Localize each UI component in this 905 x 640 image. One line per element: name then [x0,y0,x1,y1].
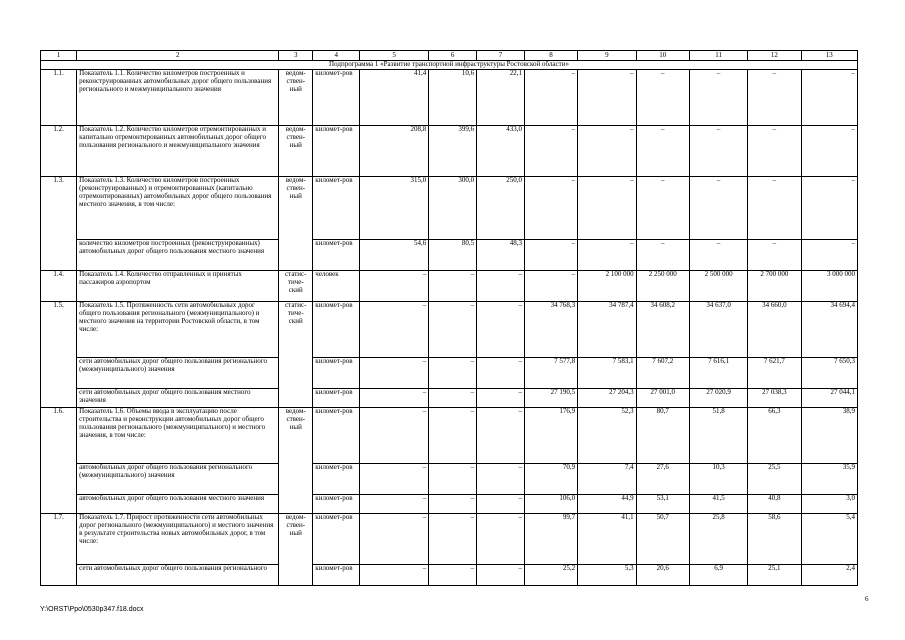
value-cell: 7 650,3 [801,358,857,389]
value-cell: – [578,240,637,271]
value-cell: 5,3 [578,565,637,586]
value-cell: 27,6 [636,464,689,495]
value-cell: – [477,495,525,514]
value-cell: 25,2 [524,565,577,586]
unit-cell: километ-ров [313,464,360,495]
row-number: 1.3. [41,177,77,271]
value-cell: 7 577,8 [524,358,577,389]
value-cell: – [429,271,477,302]
value-cell: 27 001,0 [636,389,689,408]
column-number-row [41,51,858,61]
value-cell: 433,0 [477,126,525,177]
value-cell: 7,4 [578,464,637,495]
value-cell: 27 190,5 [524,389,577,408]
table-row [41,358,858,389]
value-cell: – [636,70,689,126]
value-cell: 315,0 [360,177,429,240]
value-cell: 208,8 [360,126,429,177]
value-cell: 25,1 [748,565,801,586]
value-cell: 41,5 [689,495,748,514]
value-cell: 2 500 000 [689,271,748,302]
value-cell: – [689,240,748,271]
value-cell: – [477,464,525,495]
page-number: 6 [865,595,869,603]
table-row [41,464,858,495]
value-cell: – [429,408,477,464]
value-cell: – [360,514,429,565]
value-cell: 7 607,2 [636,358,689,389]
value-cell: – [477,302,525,358]
indicator-name: Показатель 1.2. Количество километров отремонтированных и капитально отремонтированных автомобильных дорог общего пользования регионального и межмуниципального значения [77,126,279,177]
unit-cell: километ-ров [313,126,360,177]
value-cell: – [477,389,525,408]
row-number: 1.6. [41,408,77,514]
indicator-name: автомобильных дорог общего пользования регионального (межмуниципального) значения [77,464,279,495]
value-cell: 7 616,1 [689,358,748,389]
value-cell: 27 038,3 [748,389,801,408]
row-number: 1.1. [41,70,77,126]
column-number: 5 [360,51,429,61]
row-number: 1.5. [41,302,77,408]
value-cell: – [477,271,525,302]
value-cell: – [429,514,477,565]
value-cell: 300,0 [429,177,477,240]
value-cell: 25,8 [689,514,748,565]
value-cell: 27 044,1 [801,389,857,408]
unit-cell: километ-ров [313,240,360,271]
value-cell: 176,9 [524,408,577,464]
value-cell: – [360,271,429,302]
value-cell: 2 100 000 [578,271,637,302]
subprogram-row [41,61,858,70]
value-cell: – [801,126,857,177]
indicator-name: Показатель 1.5. Протяженность сети автомобильных дорог общего пользования регионального (межмуниципального) и местного значения на территории Ростовской области, в том числе: [77,302,279,358]
column-number: 4 [313,51,360,61]
value-cell: 22,1 [477,70,525,126]
indicator-name: Показатель 1.7. Прирост протяженности сети автомобильных дорог регионального (межмуниципального) и местного значения в результате строительства новых автомобильных дорог, в том числе: [77,514,279,565]
table-row [41,240,858,271]
value-cell: 50,7 [636,514,689,565]
value-cell: – [429,358,477,389]
value-cell: – [748,70,801,126]
value-cell: 80,7 [636,408,689,464]
value-cell: – [636,126,689,177]
value-cell: 6,9 [689,565,748,586]
unit-cell: километ-ров [313,177,360,240]
indicator-type: ведом-ствен-ный [279,408,313,514]
value-cell: – [636,177,689,240]
value-cell: – [429,389,477,408]
indicator-type: статис-тиче-ский [279,302,313,408]
table-row [41,271,858,302]
indicator-name: Показатель 1.6. Объемы ввода в эксплуатацию после строительства и реконструкции автомобильных дорог общего пользования регионального (межмуниципального) и местного значения, в том числе: [77,408,279,464]
value-cell: – [360,408,429,464]
row-number: 1.7. [41,514,77,586]
value-cell: 250,0 [477,177,525,240]
unit-cell: километ-ров [313,389,360,408]
column-number: 10 [636,51,689,61]
indicator-type: ведом-ствен-ный [279,514,313,586]
value-cell: – [477,514,525,565]
column-number: 6 [429,51,477,61]
value-cell: 58,6 [748,514,801,565]
value-cell: – [524,70,577,126]
value-cell: – [360,565,429,586]
value-cell: 25,5 [748,464,801,495]
value-cell: 99,7 [524,514,577,565]
value-cell: – [524,126,577,177]
value-cell: – [429,464,477,495]
value-cell: – [524,271,577,302]
unit-cell: километ-ров [313,358,360,389]
value-cell: 38,9 [801,408,857,464]
unit-cell: километ-ров [313,514,360,565]
table-row [41,70,858,126]
value-cell: – [360,302,429,358]
value-cell: 7 621,7 [748,358,801,389]
value-cell: 53,1 [636,495,689,514]
value-cell: – [578,177,637,240]
value-cell: – [689,70,748,126]
value-cell: 7 583,1 [578,358,637,389]
value-cell: 106,0 [524,495,577,514]
value-cell: – [429,565,477,586]
value-cell: 34 637,0 [689,302,748,358]
value-cell: 80,5 [429,240,477,271]
value-cell: 2,4 [801,565,857,586]
unit-cell: человек [313,271,360,302]
unit-cell: километ-ров [313,70,360,126]
table-row [41,514,858,565]
value-cell: – [748,126,801,177]
value-cell: 70,9 [524,464,577,495]
column-number: 9 [578,51,637,61]
value-cell: – [429,495,477,514]
value-cell: 399,6 [429,126,477,177]
value-cell: – [748,240,801,271]
value-cell: 34 608,2 [636,302,689,358]
indicators-table [40,50,858,586]
value-cell: 5,4 [801,514,857,565]
column-number: 2 [77,51,279,61]
value-cell: 34 694,4 [801,302,857,358]
indicator-name: количество километров построенных (реконструированных) автомобильных дорог общего пользования местного значения [77,240,279,271]
file-path: Y:\ORST\Ppo\0530p347.f18.docx [40,606,144,613]
table-row [41,495,858,514]
indicator-name: сети автомобильных дорог общего пользования местного значения [77,389,279,408]
table-row [41,177,858,240]
value-cell: 44,9 [578,495,637,514]
value-cell: – [801,240,857,271]
value-cell: – [524,240,577,271]
table-row [41,126,858,177]
value-cell: 3,0 [801,495,857,514]
value-cell: 10,3 [689,464,748,495]
column-number: 11 [689,51,748,61]
unit-cell: километ-ров [313,302,360,358]
table-row [41,408,858,464]
column-number: 7 [477,51,525,61]
value-cell: 3 000 000 [801,271,857,302]
value-cell: 48,3 [477,240,525,271]
indicator-name: Показатель 1.1. Количество километров построенных и реконструированных автомобильных дорог общего пользования регионального и межмуниципального значения [77,70,279,126]
unit-cell: километ-ров [313,408,360,464]
value-cell: 2 250 000 [636,271,689,302]
table-row [41,389,858,408]
unit-cell: километ-ров [313,495,360,514]
column-number: 1 [41,51,77,61]
column-number: 3 [279,51,313,61]
value-cell: 41,4 [360,70,429,126]
value-cell: – [477,565,525,586]
value-cell: – [689,177,748,240]
indicator-name: автомобильных дорог общего пользования местного значения [77,495,279,514]
value-cell: – [477,408,525,464]
value-cell: 41,1 [578,514,637,565]
value-cell: – [801,70,857,126]
value-cell: 35,9 [801,464,857,495]
value-cell: 66,3 [748,408,801,464]
indicator-type: ведом-ствен-ный [279,177,313,271]
value-cell: – [524,177,577,240]
value-cell: 10,6 [429,70,477,126]
value-cell: – [360,358,429,389]
value-cell: 2 700 000 [748,271,801,302]
value-cell: 20,6 [636,565,689,586]
value-cell: – [360,464,429,495]
table-row [41,565,858,586]
value-cell: – [801,177,857,240]
row-number: 1.4. [41,271,77,302]
indicator-type: ведом-ствен-ный [279,70,313,126]
value-cell: 27 204,3 [578,389,637,408]
value-cell: – [360,389,429,408]
indicator-type: статис-тиче-ский [279,271,313,302]
value-cell: – [429,302,477,358]
column-number: 8 [524,51,577,61]
value-cell: 51,8 [689,408,748,464]
value-cell: – [578,70,637,126]
value-cell: 34 787,4 [578,302,637,358]
value-cell: 52,3 [578,408,637,464]
value-cell: – [689,126,748,177]
column-number: 13 [801,51,857,61]
table-row [41,302,858,358]
column-number: 12 [748,51,801,61]
value-cell: 34 768,3 [524,302,577,358]
subprogram-title: Подпрограмма 1 «Развитие транспортной инфраструктуры Ростовской области» [41,61,858,70]
indicator-type: ведом-ствен-ный [279,126,313,177]
value-cell: 27 020,9 [689,389,748,408]
value-cell: – [360,495,429,514]
indicator-name: сети автомобильных дорог общего пользования регионального [77,565,279,586]
value-cell: 34 660,0 [748,302,801,358]
value-cell: 54,6 [360,240,429,271]
value-cell: 40,8 [748,495,801,514]
indicator-name: Показатель 1.4. Количество отправленных и принятых пассажиров аэропортом [77,271,279,302]
value-cell: – [477,358,525,389]
value-cell: – [636,240,689,271]
indicator-name: Показатель 1.3. Количество километров построенных (реконструированных) и отремонтированных (капитально отремонтированных) автомобильных дорог общего пользования местного значения, в том числе: [77,177,279,240]
indicator-name: сети автомобильных дорог общего пользования регионального (межмуниципального) значения [77,358,279,389]
unit-cell: километ-ров [313,565,360,586]
value-cell: – [578,126,637,177]
value-cell: – [748,177,801,240]
row-number: 1.2. [41,126,77,177]
